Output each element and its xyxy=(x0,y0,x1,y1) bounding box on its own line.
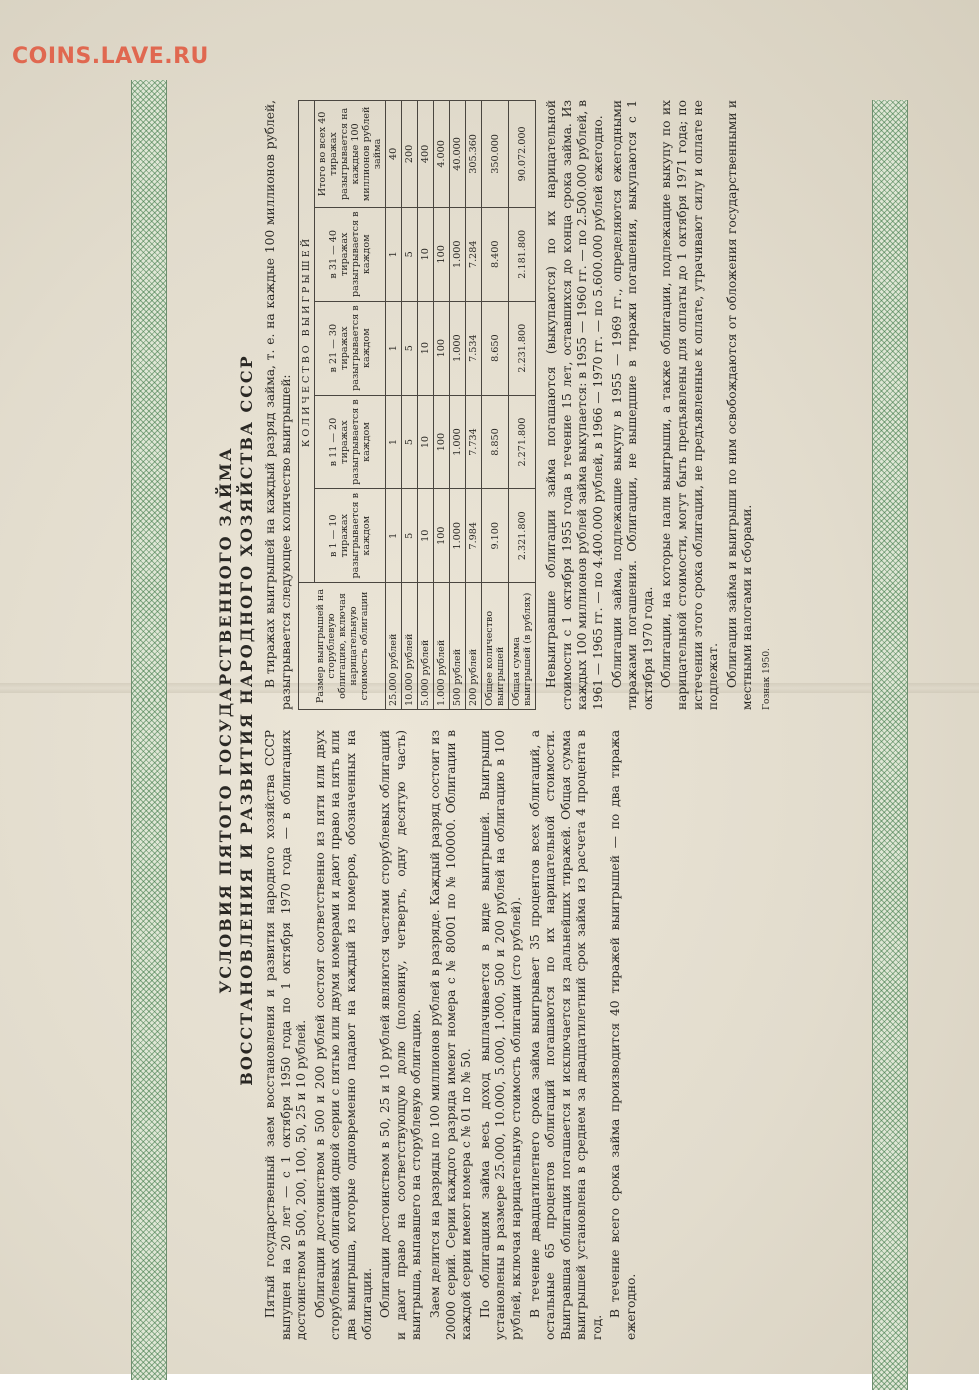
table-cell: 100 xyxy=(434,207,450,301)
table-cell: 1 xyxy=(386,395,402,489)
ornament-border-left-lower xyxy=(131,700,167,1380)
table-col-head: в 31 — 40 тиражах разыгрывается в каждом xyxy=(315,207,386,301)
ornament-border-right xyxy=(872,100,908,1390)
table-row-label: 25.000 рублей xyxy=(386,583,402,710)
table-cell: 400 xyxy=(418,101,434,208)
paragraph: Облигации займа и выигрыши по ним освобождаются от обложения государственными и местными налогами и сборами. xyxy=(724,100,755,710)
table-cell: 1 xyxy=(386,301,402,395)
table-row xyxy=(402,101,418,710)
table-col-head: в 11 — 20 тиражах разыгрывается в каждом xyxy=(315,395,386,489)
table-body xyxy=(386,101,536,710)
table-cell: 100 xyxy=(434,395,450,489)
table-cell: 40.000 xyxy=(450,101,466,208)
paragraph: Облигации, на которые пали выигрыши, а также облигации, подлежащие выкупу по их нарицательной стоимости, могут быть предъявлены для оплаты до 1 октября 1971 года; по истечении этого срока облигации, не предъявленные к оплате, утрачивают силу и оплате не подлежат. xyxy=(659,100,721,710)
table-cell: 100 xyxy=(434,301,450,395)
left-column xyxy=(263,730,643,1340)
table-cell: 10 xyxy=(418,395,434,489)
paragraph: В течение двадцатилетнего срока займа выигрывает 35 процентов всех облигаций, а остальные 65 процентов облигаций погашаются по их нарицательной стоимости. Выигравшая облигация погашается и исключается из дальнейших тиражей. Общая сумма выигрышей установлена в среднем за двадцатилетний срок займа из расчета 4 процента в год. xyxy=(527,730,604,1340)
table-cell: 2.321.800 xyxy=(509,489,536,583)
table-cell: 350.000 xyxy=(482,101,509,208)
table-cell: 7.534 xyxy=(466,301,482,395)
table-row-label: 500 рублей xyxy=(450,583,466,710)
table-row-label: Общее количество выигрышей xyxy=(482,583,509,710)
paragraph: Невыигравшие облигации займа погашаются (выкупаются) по их нарицательной стоимости с 1 октября 1955 года в течение 15 лет, оставшихся до конца срока займа. Из каждых 100 миллионов рублей займа выкупается: в 1955 — 1960 гг. — по 2.500.000 рублей, в 1961 — 1965 гг. — по 4.400.000 рублей, в 1966 — 1970 гг. — по 5.600.000 рублей ежегодно. xyxy=(544,100,605,710)
paragraph: Пятый государственный заем восстановления и развития народного хозяйства СССР выпущен на 20 лет — с 1 октября 1950 года по 1 октября 1970 года — в облигациях достоинством в 500, 200, 100, 50, 25 и 10 рублей. xyxy=(263,730,309,1340)
table-intro: В тиражах выигрышей на каждый разряд займа, т. е. на каждые 100 миллионов рублей, разыгрывается следующее количество выигрышей: xyxy=(263,100,293,710)
table-row-label: Общая сумма выигрышей (в рублях) xyxy=(509,583,536,710)
table-cell: 8.400 xyxy=(482,207,509,301)
rotated-text-block xyxy=(215,100,772,1340)
paragraph: В течение всего срока займа производится 40 тиражей выигрышей — по два тиража ежегодно. xyxy=(608,730,639,1340)
table-cell: 1.000 xyxy=(450,395,466,489)
winnings-table xyxy=(298,100,536,710)
table-row xyxy=(509,101,536,710)
right-column xyxy=(263,100,776,710)
paragraph: Облигации займа, подлежащие выкупу в 1955 — 1969 гг., определяются ежегодными тиражами погашения. Облигации, не вышедшие в тиражи погашения, выкупаются с 1 октября 1970 года. xyxy=(609,100,655,710)
table-cell: 9.100 xyxy=(482,489,509,583)
table-cell: 200 xyxy=(402,101,418,208)
paragraph: Облигации достоинством в 500 и 200 рублей состоят соответственно из пяти или двух сторублевых облигаций одной серии с пятью или двумя номерами и дают право на пять или два выигрыша, которые одновременно падают на каждый из номеров, обозначенных на облигации. xyxy=(312,730,374,1340)
table-row-label: 10.000 рублей xyxy=(402,583,418,710)
table-head-first: Размер выигрышей на сторублевую облигацию, включая нарицательную стоимость облигации xyxy=(299,583,386,710)
table-cell: 5 xyxy=(402,395,418,489)
table-group-head: КОЛИЧЕСТВО ВЫИГРЫШЕЙ xyxy=(299,101,315,583)
paragraph: Облигации достоинством в 50, 25 и 10 рублей являются частями сторублевых облигаций и дают право на соответствующую долю (половину, четверть, одну десятую часть) выигрыша, выпавшего на сторублевую облигацию. xyxy=(378,730,424,1340)
paragraph: По облигациям займа весь доход выплачивается в виде выигрышей. Выигрыши установлены в размере 25.000, 10.000, 5.000, 1.000, 500 и 200 рублей на облигацию в 100 рублей, включая нарицательную стоимость облигации (сто рублей). xyxy=(477,730,523,1340)
table-cell: 1.000 xyxy=(450,301,466,395)
table-cell: 7.984 xyxy=(466,489,482,583)
table-col-head: в 21 — 30 тиражах разыгрывается в каждом xyxy=(315,301,386,395)
table-row xyxy=(386,101,402,710)
table-cell: 1 xyxy=(386,207,402,301)
table-cell: 2.271.800 xyxy=(509,395,536,489)
table-cell: 8.850 xyxy=(482,395,509,489)
table-col-head: Итого во всех 40 тиражах разыгрывается на каждые 100 миллионов рублей займа xyxy=(315,101,386,208)
ornament-border-left-upper xyxy=(131,80,167,700)
table-cell: 305.360 xyxy=(466,101,482,208)
table-cell: 10 xyxy=(418,207,434,301)
table-cell: 7.284 xyxy=(466,207,482,301)
watermark-text: COINS.LAVE.RU xyxy=(12,44,209,69)
table-cell: 7.734 xyxy=(466,395,482,489)
paragraph: Заем делится на разряды по 100 миллионов рублей в разряде. Каждый разряд состоит из 20000 серий. Серии каждого разряда имеют номера с № 80001 по № 100000. Облигации в каждой серии имеют номера с № 01 по № 50. xyxy=(427,730,474,1340)
printer-mark: Гознак 1950. xyxy=(761,648,772,710)
table-row xyxy=(450,101,466,710)
table-cell: 40 xyxy=(386,101,402,208)
table-row xyxy=(434,101,450,710)
table-cell: 10 xyxy=(418,301,434,395)
table-cell: 90.072.000 xyxy=(509,101,536,208)
table-row-label: 1.000 рублей xyxy=(434,583,450,710)
table-cell: 4.000 xyxy=(434,101,450,208)
table-col-head: в 1 — 10 тиражах разыгрывается в каждом xyxy=(315,489,386,583)
table-cell: 1.000 xyxy=(450,489,466,583)
table-row xyxy=(466,101,482,710)
table-row xyxy=(482,101,509,710)
table-cell: 5 xyxy=(402,489,418,583)
table-cell: 100 xyxy=(434,489,450,583)
document-title xyxy=(215,100,257,1340)
table-cell: 1 xyxy=(386,489,402,583)
table-cell: 5 xyxy=(402,207,418,301)
table-cell: 2.231.800 xyxy=(509,301,536,395)
table-row xyxy=(418,101,434,710)
table-row-label: 5.000 рублей xyxy=(418,583,434,710)
table-cell: 5 xyxy=(402,301,418,395)
table-cell: 1.000 xyxy=(450,207,466,301)
table-cell: 10 xyxy=(418,489,434,583)
title-line-1: УСЛОВИЯ ПЯТОГО ГОСУДАРСТВЕННОГО ЗАЙМА xyxy=(216,446,235,994)
title-line-2: ВОССТАНОВЛЕНИЯ И РАЗВИТИЯ НАРОДНОГО ХОЗЯЙСТВА СССР xyxy=(237,354,256,1086)
table-cell: 2.181.800 xyxy=(509,207,536,301)
table-row-label: 200 рублей xyxy=(466,583,482,710)
table-cell: 8.650 xyxy=(482,301,509,395)
